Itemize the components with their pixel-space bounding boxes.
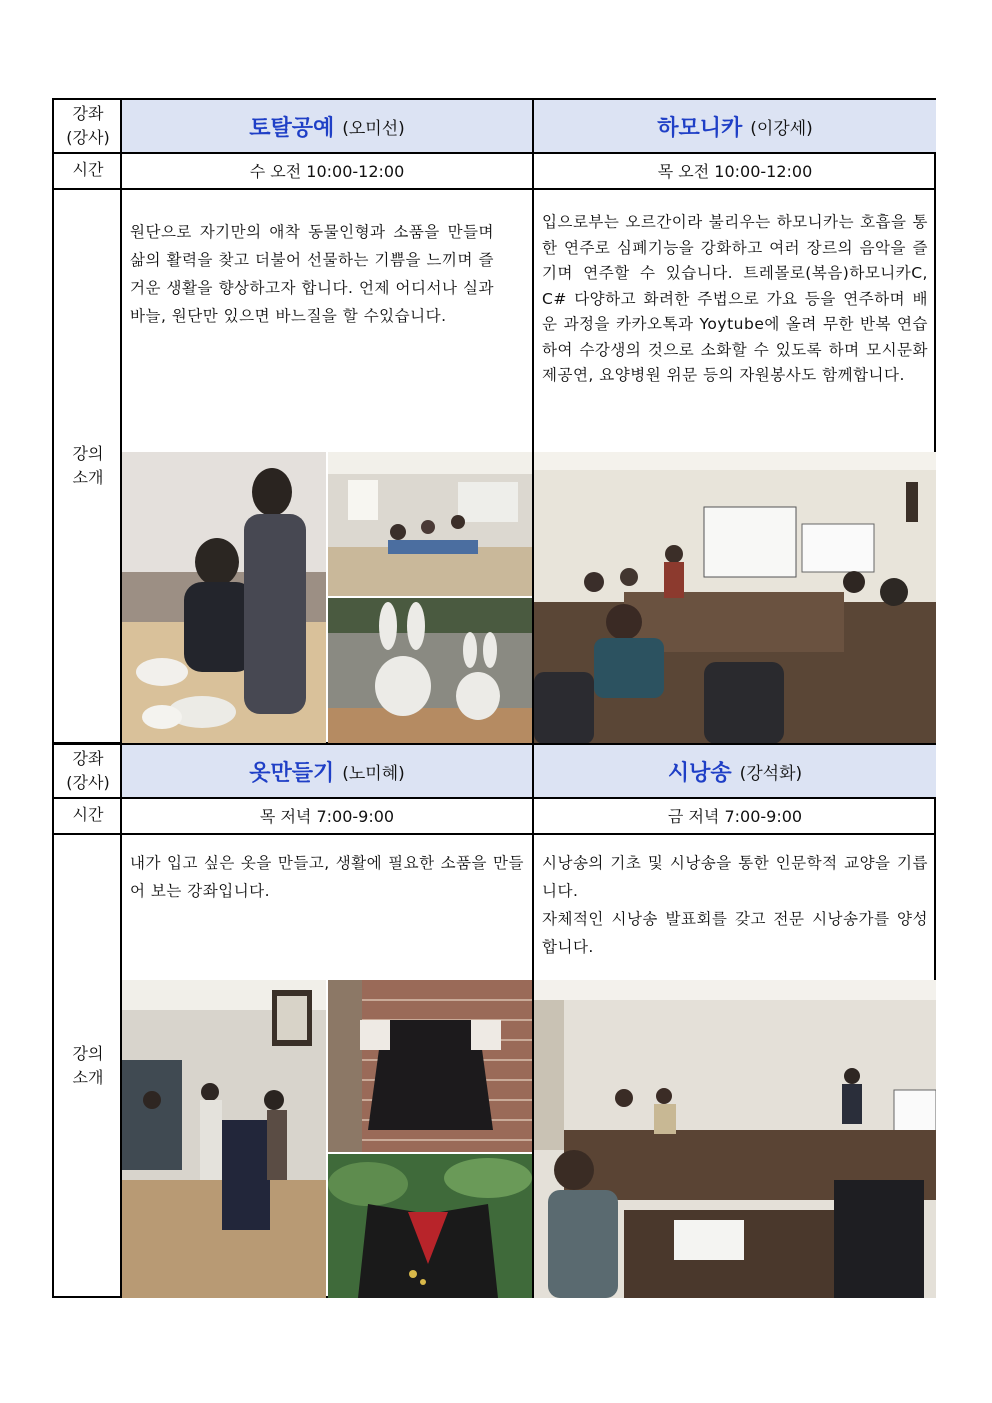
intro-label <box>54 188 122 744</box>
photo-sewing-workshop <box>122 980 326 1298</box>
course-instructor-label <box>54 745 122 797</box>
course-table-1 <box>52 98 936 744</box>
label-line: (강사) <box>66 773 110 792</box>
photo-harmonica-class <box>534 452 936 744</box>
course-name: 시낭송 <box>667 760 732 786</box>
course-name: 옷만들기 <box>249 760 335 786</box>
photo-rabbit-dolls <box>328 598 532 744</box>
label-line: 소개 <box>72 1067 104 1087</box>
label-line: 강의 <box>72 444 104 463</box>
label-line: 강좌 <box>72 749 104 768</box>
instructor-name: (강석화) <box>739 763 803 784</box>
course-table-2 <box>52 743 936 1298</box>
photo-black-dress <box>328 980 532 1152</box>
photo-classroom <box>328 452 532 596</box>
label-line: 소개 <box>72 468 104 487</box>
course-time: 목 저녁 7:00-9:00 <box>259 807 395 826</box>
description-line: 자체적인 시낭송 발표회를 갖고 전문 시낭송가를 양성합니다. <box>542 910 928 956</box>
photo-sewing-class <box>122 452 326 744</box>
grid-line <box>54 833 934 835</box>
course-time: 금 저녁 7:00-9:00 <box>667 807 803 826</box>
instructor-name: (오미선) <box>342 118 405 139</box>
course-name: 하모니카 <box>657 115 743 141</box>
instructor-name: (노미혜) <box>342 763 405 784</box>
grid-line <box>54 188 934 190</box>
photo-poetry-class <box>534 980 936 1298</box>
intro-label <box>54 833 122 1298</box>
label-line: 강의 <box>72 1043 104 1063</box>
course-description: 내가 입고 싶은 옷을 만들고, 생활에 필요한 소품을 만들어 보는 강좌입니다. <box>130 854 524 900</box>
label-line: (강사) <box>66 128 110 147</box>
label-line: 강좌 <box>72 104 104 123</box>
course-time: 목 오전 10:00-12:00 <box>657 162 813 181</box>
course-header-sewing <box>122 745 532 797</box>
photo-vest <box>328 1154 532 1298</box>
course-name: 토탈공예 <box>249 115 335 141</box>
course-header-harmonica <box>534 100 936 152</box>
course-description: 입으로부는 오르간이라 불리우는 하모니카는 호흡을 통한 연주로 심폐기능을 강화하고 여러 장르의 음악을 즐기며 연주할 수 있습니다. 트레몰로(복음)하모니카C, C# 다양하고 화려한 주법으로 가요 등을 연주하며 배운 과정을 카카오톡과 Yoytube에 올려 무한 반복 연습하여 수강생의 것으로 소화할 수 있도록 하며 모시문화제공연, 요양병원 위문 등의 자원봉사도 함께합니다. <box>542 213 928 384</box>
instructor-name: (이강세) <box>750 118 813 139</box>
course-instructor-label <box>54 100 122 152</box>
course-time: 수 오전 10:00-12:00 <box>249 162 405 181</box>
description-line: 시낭송의 기초 및 시낭송을 통한 인문학적 교양을 기릅니다. <box>542 854 928 900</box>
course-description <box>542 849 928 961</box>
course-header-craft <box>122 100 532 152</box>
course-header-poetry <box>534 745 936 797</box>
course-description: 원단으로 자기만의 애착 동물인형과 소품을 만들며 삶의 활력을 찾고 더불어 선물하는 기쁨을 느끼며 즐거운 생활을 향상하고자 합니다. 언제 어디서나 실과 바늘, 원단만 있으면 바느질을 할 수있습니다. <box>130 223 494 325</box>
time-label: 시간 <box>72 160 104 179</box>
time-label: 시간 <box>72 805 104 824</box>
